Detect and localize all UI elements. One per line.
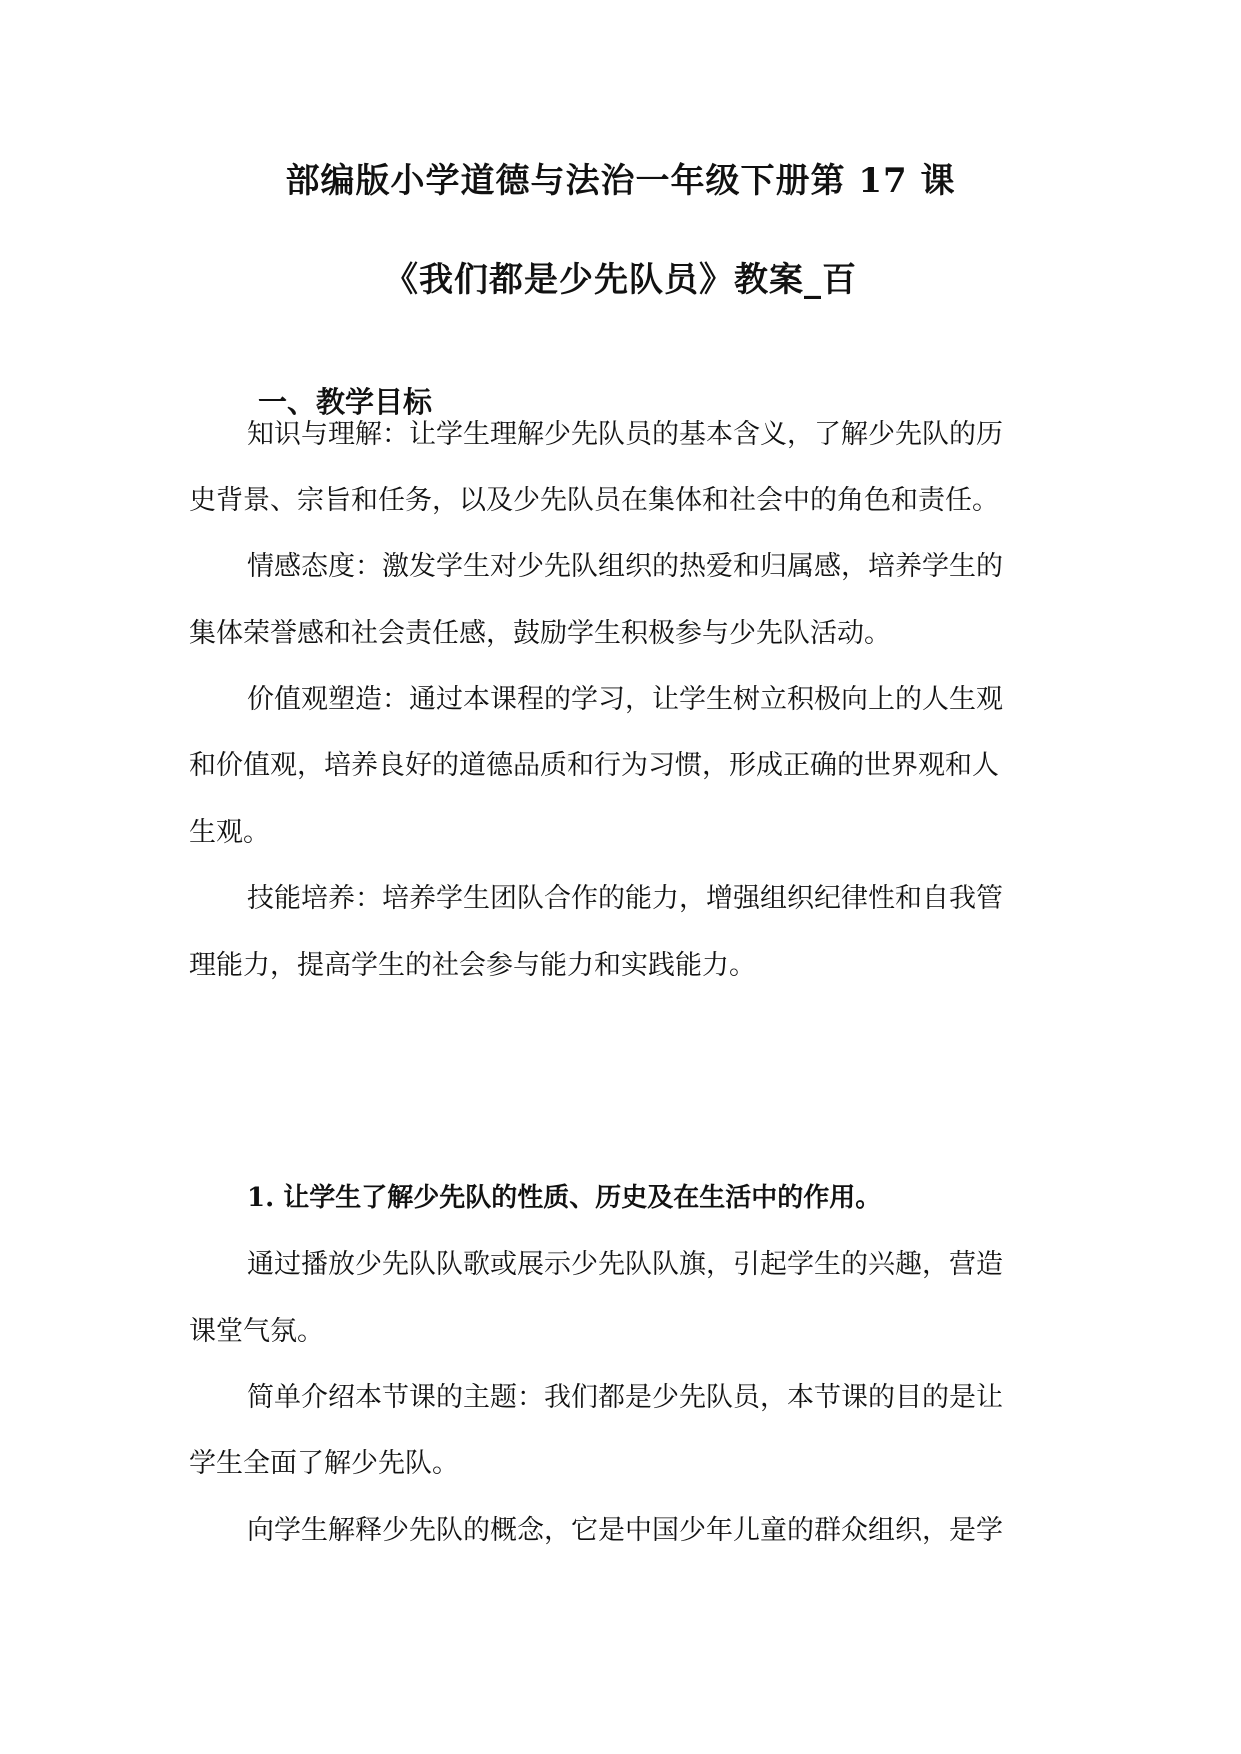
paragraph-line: 理能力，提高学生的社会参与能力和实践能力。 — [189, 950, 756, 981]
paragraph-line: 情感态度：激发学生对少先队组织的热爱和归属感，培养学生的 — [247, 551, 1003, 582]
section-heading-teaching-objectives: 一、教学目标 — [258, 385, 433, 419]
sub-heading-1: 1. 让学生了解少先队的性质、历史及在生活中的作用。 — [247, 1183, 882, 1213]
paragraph-line: 学生全面了解少先队。 — [189, 1448, 459, 1479]
document-title-line-2: 《我们都是少先队员》教案_百 — [384, 260, 857, 300]
paragraph-line: 知识与理解：让学生理解少先队员的基本含义，了解少先队的历 — [247, 419, 1003, 450]
paragraph-line: 课堂气氛。 — [189, 1316, 324, 1347]
paragraph-line: 向学生解释少先队的概念，它是中国少年儿童的群众组织，是学 — [247, 1515, 1003, 1546]
paragraph-line: 价值观塑造：通过本课程的学习，让学生树立积极向上的人生观 — [247, 684, 1003, 715]
paragraph-line: 生观。 — [189, 817, 270, 848]
paragraph-line: 集体荣誉感和社会责任感，鼓励学生积极参与少先队活动。 — [189, 618, 891, 649]
document-title-line-1: 部编版小学道德与法治一年级下册第 17 课 — [285, 161, 956, 201]
paragraph-line: 简单介绍本节课的主题：我们都是少先队员，本节课的目的是让 — [247, 1382, 1003, 1413]
paragraph-line: 通过播放少先队队歌或展示少先队队旗，引起学生的兴趣，营造 — [247, 1249, 1003, 1280]
paragraph-line: 技能培养：培养学生团队合作的能力，增强组织纪律性和自我管 — [247, 883, 1003, 914]
paragraph-line: 和价值观，培养良好的道德品质和行为习惯，形成正确的世界观和人 — [189, 750, 999, 781]
paragraph-line: 史背景、宗旨和任务，以及少先队员在集体和社会中的角色和责任。 — [189, 485, 999, 516]
